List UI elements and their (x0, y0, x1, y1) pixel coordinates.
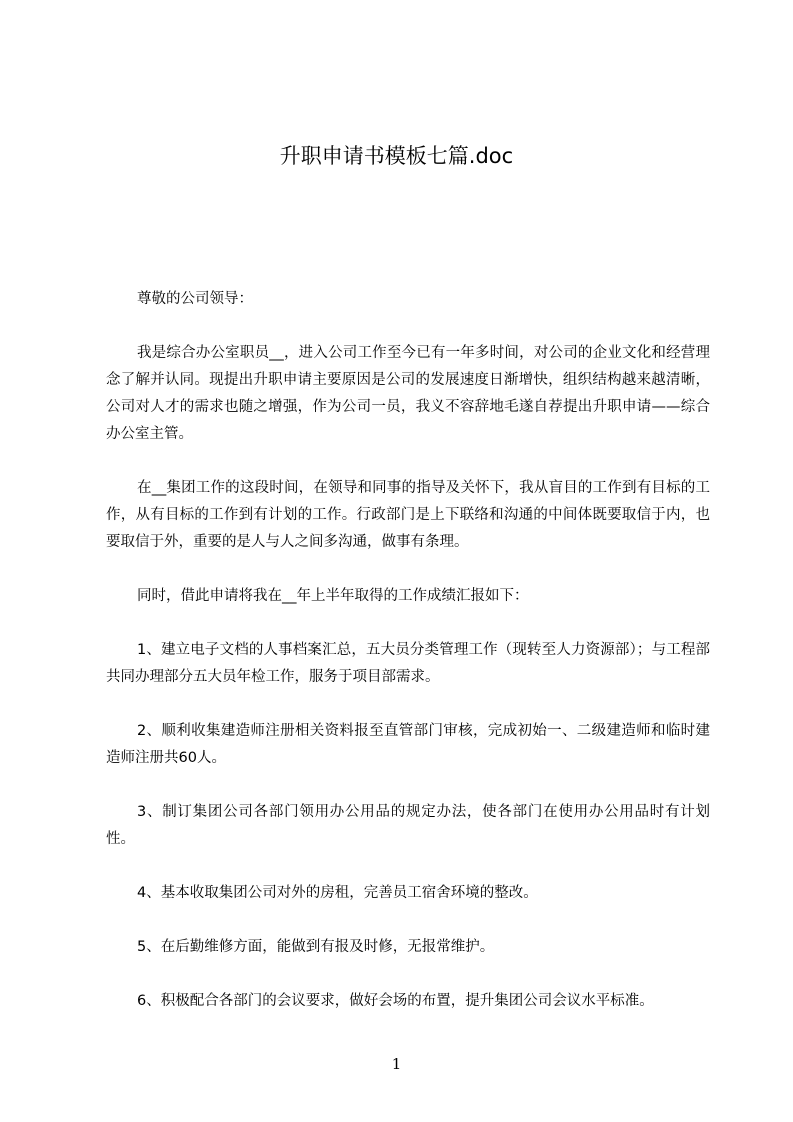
document-title: 升职申请书模板七篇.doc (279, 144, 514, 168)
list-item-5: 5、在后勤维修方面，能做到有报及时修，无报常维护。 (137, 939, 495, 955)
list-item-2: 2、顺利收集建造师注册相关资料报至直管部门审核，完成初始一、二级建造师和临时建造师注册共60人。 (106, 723, 710, 766)
paragraph-experience: 在__集团工作的这段时间，在领导和同事的指导及关怀下，我从盲目的工作到有目标的工作，从有目标的工作到有计划的工作。行政部门是上下联络和沟通的中间体既要取信于内，也要取信于外，重要的是人与人之间多沟通，做事有条理。 (106, 480, 710, 550)
paragraph-report-intro: 同时，借此申请将我在__年上半年取得的工作成绩汇报如下： (137, 588, 529, 604)
page-number: 1 (391, 1055, 402, 1073)
list-item-6: 6、积极配合各部门的会议要求，做好会场的布置，提升集团公司会议水平标准。 (137, 993, 654, 1009)
list-item-4: 4、基本收取集团公司对外的房租，完善员工宿舍环境的整改。 (137, 885, 538, 901)
list-item-3: 3、制订集团公司各部门领用办公用品的规定办法，使各部门在使用办公用品时有计划性。 (106, 804, 710, 847)
document-body (106, 286, 710, 1042)
list-item-1: 1、建立电子文档的人事档案汇总，五大员分类管理工作（现转至人力资源部）；与工程部共同办理部分五大员年检工作，服务于项目部需求。 (106, 642, 710, 685)
salutation: 尊敬的公司领导： (137, 291, 253, 307)
paragraph-intro: 我是综合办公室职员__，进入公司工作至今已有一年多时间，对公司的企业文化和经营理念了解并认同。现提出升职申请主要原因是公司的发展速度日渐增快，组织结构越来越清晰，公司对人才的需求也随之增强，作为公司一员，我义不容辞地毛遂自荐提出升职申请——综合办公室主管。 (106, 345, 710, 442)
